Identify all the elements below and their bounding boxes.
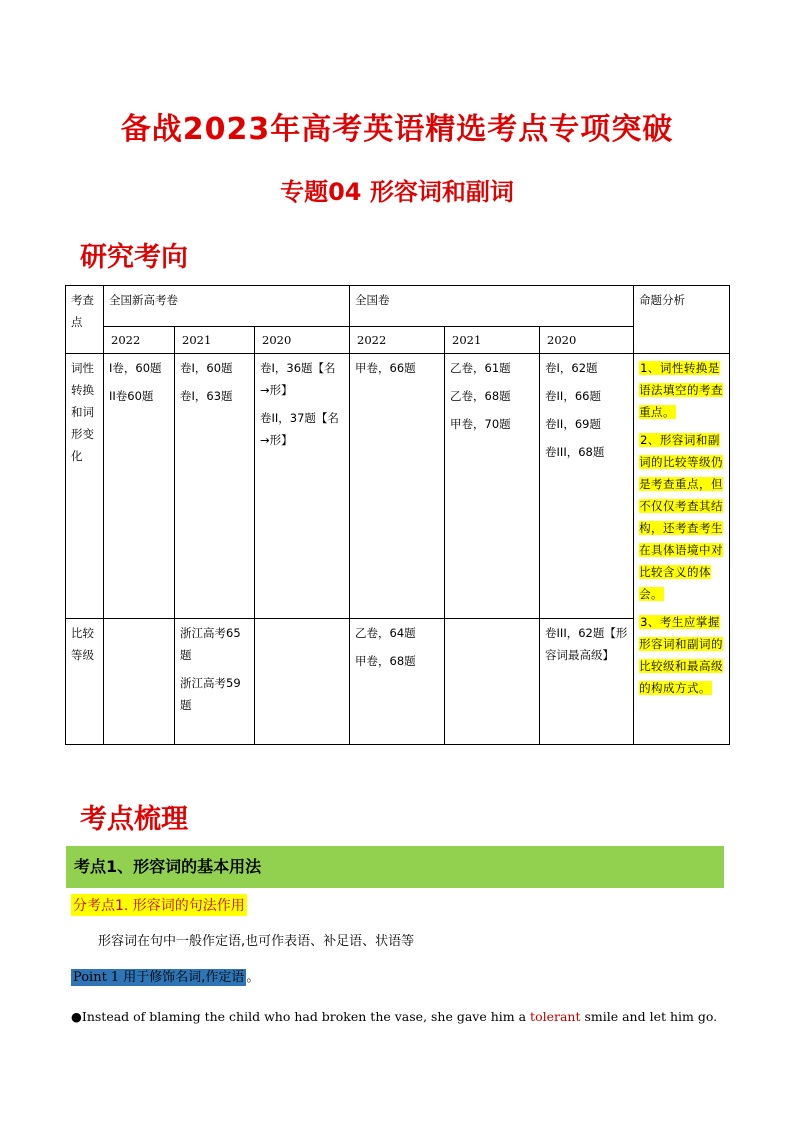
year-cell: 2022	[350, 327, 445, 354]
page-subtitle: 专题04 形容词和副词	[280, 178, 514, 206]
header-national-exam: 全国卷	[350, 286, 634, 327]
section-heading-research: 研究考向	[80, 242, 188, 273]
exam-entry: 甲卷，66题	[355, 361, 416, 375]
exam-entry: 卷II，37题【名→形】	[260, 411, 339, 447]
cell-r2-c1	[104, 619, 175, 745]
exam-entry: 卷II，69题	[545, 417, 601, 431]
year-cell: 2021	[175, 327, 255, 354]
cell-r1-c1	[104, 354, 175, 619]
exam-entry: 卷I，60题	[180, 361, 233, 375]
cell-r2-c2	[175, 619, 255, 745]
exam-entry: 乙卷，61题	[450, 361, 511, 375]
row-label-comparison: 比较等级	[66, 619, 104, 745]
exam-entry: 卷III，62题【形容词最高级】	[545, 626, 628, 662]
analysis-cell	[634, 354, 730, 745]
header-analysis: 命题分析	[634, 286, 730, 354]
exam-entry: 乙卷，64题	[355, 626, 416, 640]
example-sentence	[71, 1009, 717, 1024]
exam-entry: I卷，60题	[109, 361, 162, 375]
cell-r1-c6	[540, 354, 634, 619]
point1-text: 用于修饰名词,作定语	[123, 970, 245, 985]
header-new-exam: 全国新高考卷	[104, 286, 350, 327]
exam-entry: II卷60题	[109, 389, 154, 403]
subpoint-heading: 分考点1. 形容词的句法作用	[71, 894, 247, 916]
year-cell: 2022	[104, 327, 175, 354]
row-label-word-form: 词性转换和词形变化	[66, 354, 104, 619]
exam-entry: 甲卷，68题	[355, 654, 416, 668]
cell-r2-c5	[445, 619, 540, 745]
exam-entry: 甲卷，70题	[450, 417, 511, 431]
section-heading-points: 考点梳理	[80, 804, 188, 835]
header-topic: 考查点	[66, 286, 104, 354]
analysis-point: 1、词性转换是语法填空的考查重点。	[639, 361, 724, 419]
example-before: ●Instead of blaming the child who had broken the vase, she gave him a	[71, 1009, 531, 1024]
exam-entry: 卷II，66题	[545, 389, 601, 403]
cell-r1-c3	[255, 354, 350, 619]
cell-r2-c6	[540, 619, 634, 745]
point1-line	[71, 966, 259, 985]
exam-table	[65, 285, 730, 745]
point-heading-bar: 考点1、形容词的基本用法	[66, 846, 724, 888]
exam-entry: 乙卷，68题	[450, 389, 511, 403]
exam-entry: 卷I，36题【名→形】	[260, 361, 336, 397]
exam-entry: 卷I，62题	[545, 361, 598, 375]
exam-entry: 卷I，63题	[180, 389, 233, 403]
exam-entry: 卷III，68题	[545, 445, 605, 459]
cell-r1-c2	[175, 354, 255, 619]
cell-r2-c4	[350, 619, 445, 745]
cell-r2-c3	[255, 619, 350, 745]
year-cell: 2020	[540, 327, 634, 354]
analysis-point: 3、考生应掌握形容词和副词的比较级和最高级的构成方式。	[639, 615, 724, 695]
intro-paragraph: 形容词在句中一般作定语,也可作表语、补足语、状语等	[98, 934, 415, 949]
analysis-point: 2、形容词和副词的比较等级仍是考查重点，但不仅仅考查其结构，还考查考生在具体语境中对比较含义的体会。	[639, 433, 724, 601]
year-cell: 2021	[445, 327, 540, 354]
exam-entry: 浙江高考65题	[180, 626, 241, 662]
example-highlight: tolerant	[530, 1009, 581, 1024]
example-after: smile and let him go.	[580, 1009, 718, 1024]
cell-r1-c5	[445, 354, 540, 619]
cell-r1-c4	[350, 354, 445, 619]
point1-tag: Point 1	[73, 970, 120, 985]
year-cell: 2020	[255, 327, 350, 354]
point1-end: 。	[246, 970, 260, 985]
page-title: 备战2023年高考英语精选考点专项突破	[120, 112, 674, 147]
exam-entry: 浙江高考59题	[180, 676, 241, 712]
